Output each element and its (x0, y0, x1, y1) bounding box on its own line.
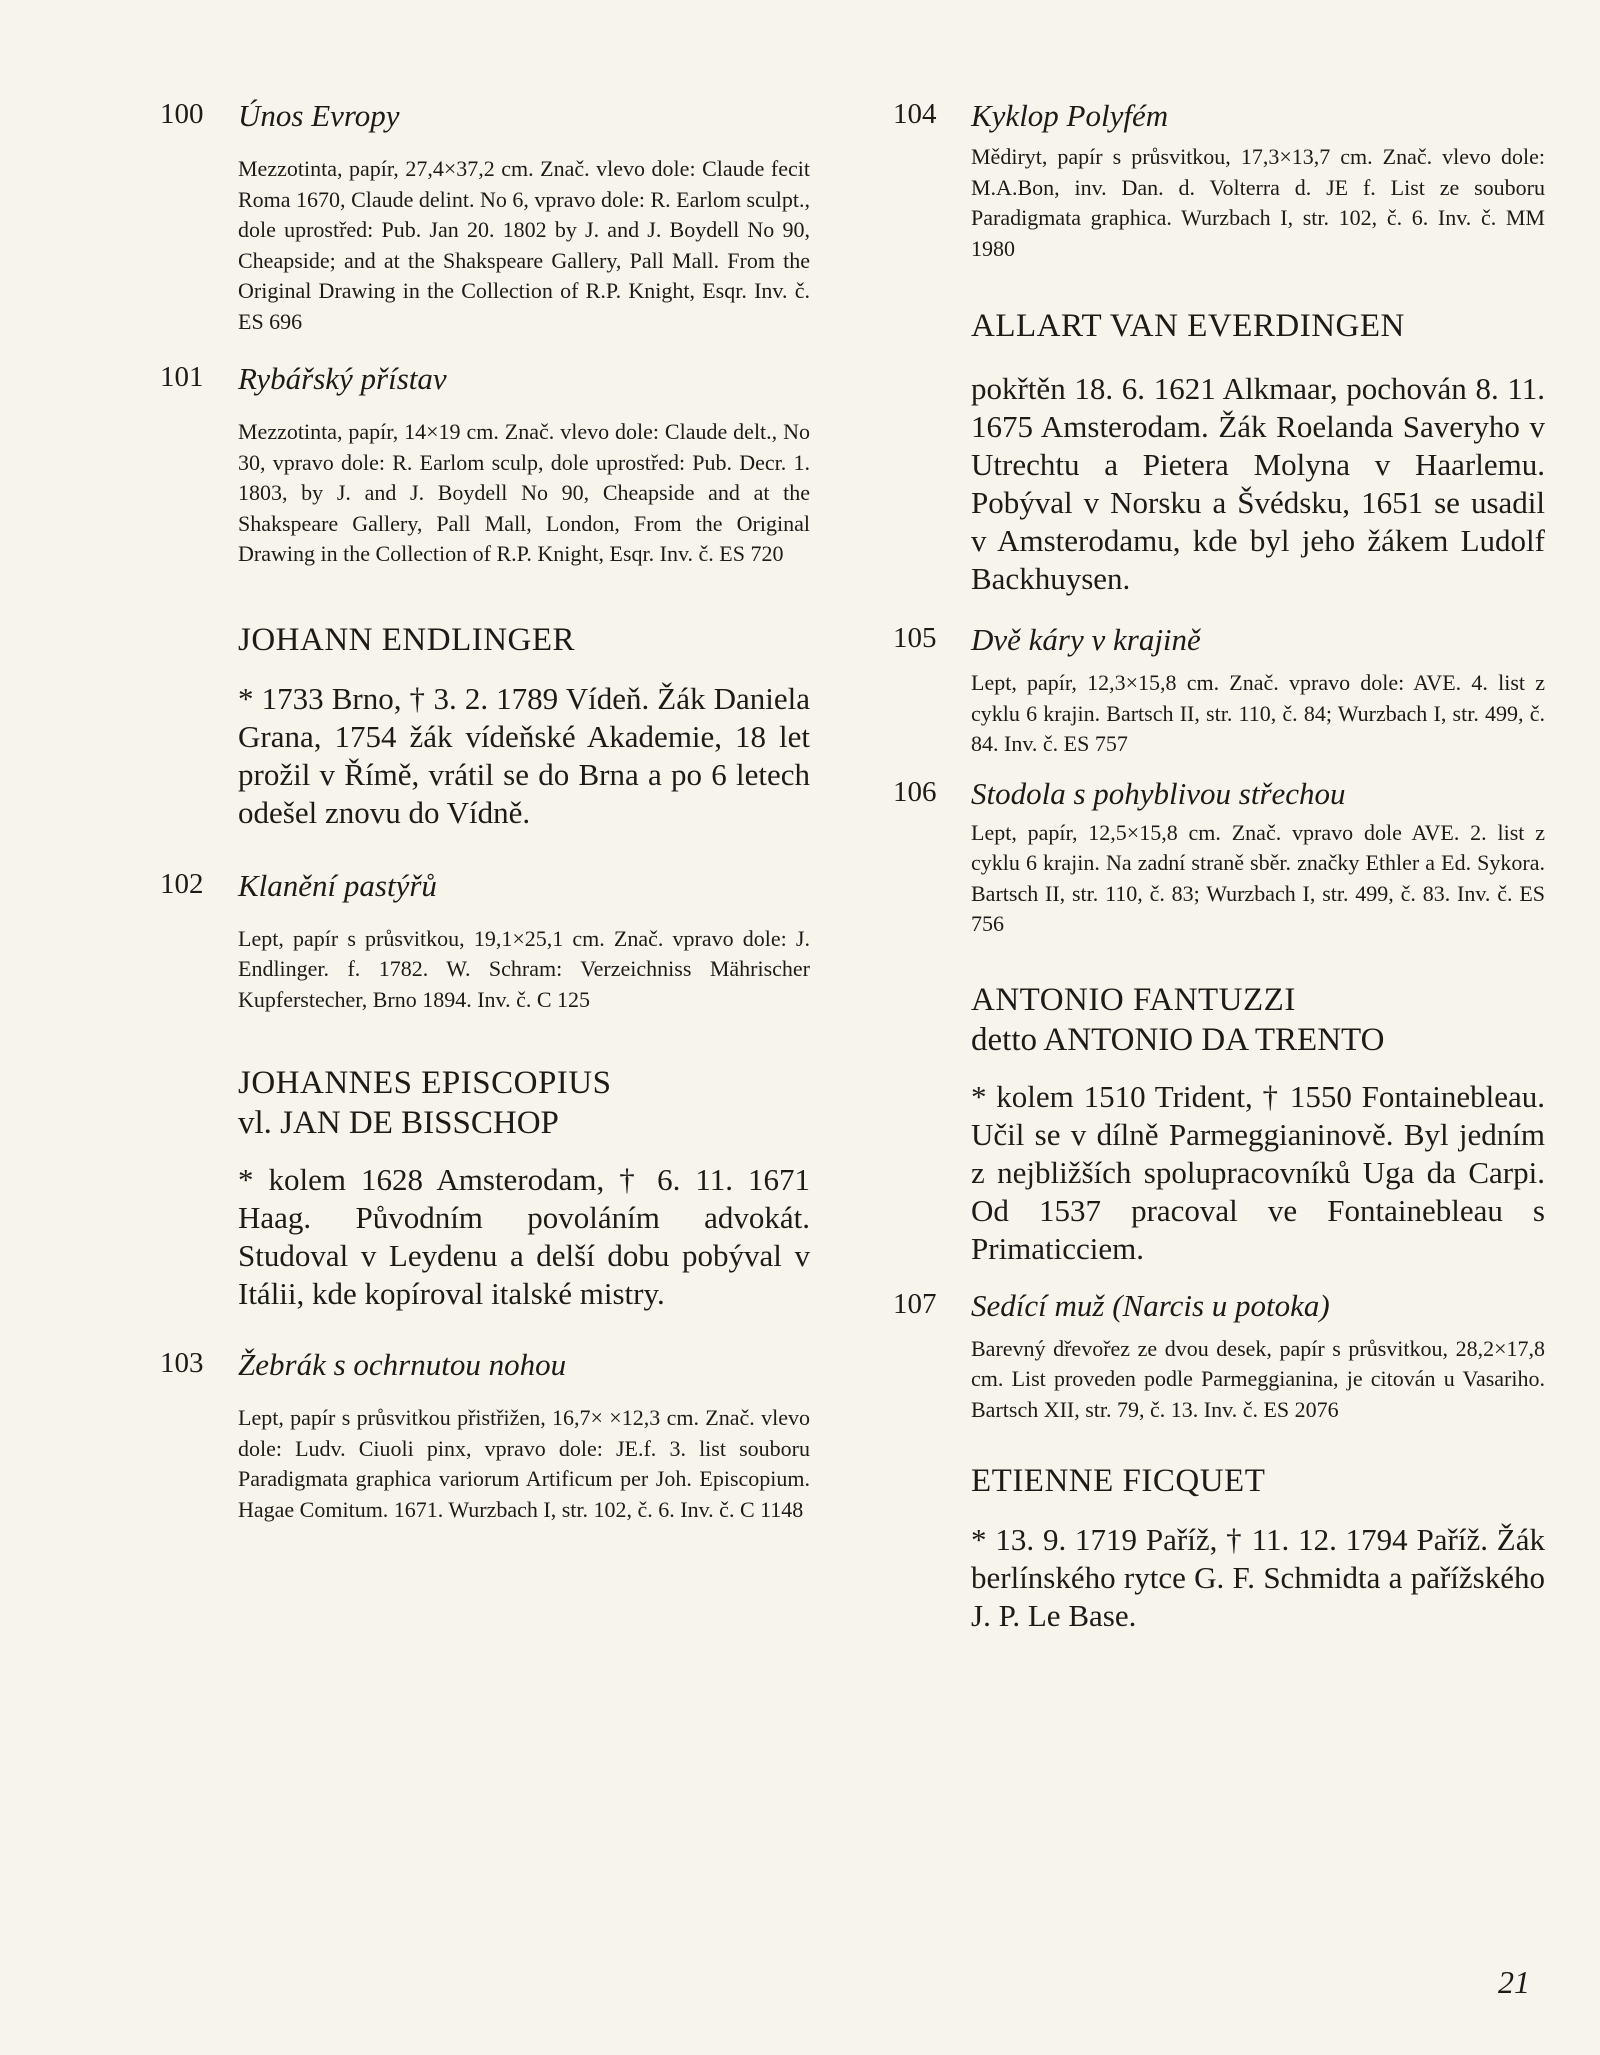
entry-description: Mědiryt, papír s průsvitkou, 17,3×13,7 cm. Znač. vlevo dole: M.A.Bon, inv. Dan. d. Volterra d. JE f. List ze souboru Paradigmata graphica. Wurzbach I, str. 102, č. 6. Inv. č. MM 1980 (971, 144, 1545, 261)
artist-name: ANTONIO FANTUZZI (971, 981, 1296, 1018)
entry-description: Mezzotinta, papír, 27,4×37,2 cm. Znač. vlevo dole: Claude fecit Roma 1670, Claude delint. No 6, vpravo dole: R. Earlom sculpt., dole uprostřed: Pub. Jan 20. 1802 by J. and J. Boydell No 90, Cheapside; and at the Shakspeare Gallery, Pall Mall. From the Original Drawing in the Collection of R.P. Knight, Esqr. Inv. č. ES 696 (238, 156, 810, 334)
entry-heading (893, 1287, 1545, 1324)
artist-biography: * kolem 1510 Trident, † 1550 Fontainebleau. Učil se v dílně Parmeggianinově. Byl jedním z nejbližších spolupracovníků Uga da Carpi. Od 1537 pracoval ve Fontainebleau s Primaticciem. (971, 1078, 1545, 1266)
catalog-entry-103 (160, 1347, 810, 1525)
entry-title: Dvě káry v krajině (971, 622, 1201, 657)
right-column (893, 98, 1545, 1635)
artist-alias: vl. JAN DE BISSCHOP (238, 1105, 559, 1141)
artist-biography: * kolem 1628 Amsterodam, † 6. 11. 1671 Haag. Původním povoláním advokát. Studoval v Leydenu a delší dobu pobýval v Itálii, kde kopíroval italské mistry. (238, 1162, 810, 1311)
catalog-entry-105 (893, 622, 1545, 760)
entry-description: Mezzotinta, papír, 14×19 cm. Znač. vlevo dole: Claude delt., No 30, vpravo dole: R. Earlom sculp, dole uprostřed: Pub. Decr. 1. 1803, by J. and J. Boydell No 90, Cheapside and at the Shakspeare Gallery, Pall Mall, London, From the Original Drawing in the Collection of R.P. Knight, Esqr. Inv. č. ES 720 (238, 419, 810, 566)
page-number: 21 (1498, 1964, 1530, 2000)
artist-section-fantuzzi (893, 980, 1545, 1268)
catalog-entry-106 (893, 776, 1545, 940)
entry-title: Klanění pastýřů (238, 867, 437, 903)
catalog-entry-104 (893, 98, 1545, 264)
entry-heading (893, 622, 1545, 658)
artist-biography: * 13. 9. 1719 Paříž, † 11. 12. 1794 Paříž. Žák berlínského rytce G. F. Schmidta a pařížského J. P. Le Base. (971, 1522, 1545, 1633)
entry-heading (893, 98, 1545, 134)
left-column (160, 98, 810, 1525)
artist-name: JOHANNES EPISCOPIUS (238, 1065, 612, 1101)
entry-number: 102 (160, 867, 204, 900)
entry-title: Rybářský přístav (238, 361, 447, 396)
entry-heading (160, 867, 810, 904)
entry-number: 105 (893, 622, 937, 654)
entry-number: 106 (893, 775, 937, 808)
entry-heading (893, 775, 1545, 812)
entry-title: Stodola s pohyblivou střechou (971, 775, 1346, 811)
artist-biography: * 1733 Brno, † 3. 2. 1789 Vídeň. Žák Daniela Grana, 1754 žák vídeňské Akademie, 18 let prožil v Římě, vrátil se do Brna a po 6 letech odešel znovu do Vídně. (238, 680, 810, 830)
artist-alias: detto ANTONIO DA TRENTO (971, 1021, 1385, 1058)
entry-number: 104 (893, 98, 937, 130)
artist-biography: pokřtěn 18. 6. 1621 Alkmaar, pochován 8. 11. 1675 Amsterodam. Žák Roelanda Saveryho v Utrechtu a Pietera Molyna v Haarlemu. Pobýval v Norsku a Švédsku, 1651 se usadil v Amsterodamu, kde byl jeho žákem Ludolf Backhuysen. (971, 371, 1545, 596)
entry-title: Únos Evropy (238, 98, 400, 133)
entry-title: Kyklop Polyfém (971, 98, 1169, 133)
artist-name: JOHANN ENDLINGER (238, 621, 576, 658)
artist-section-ficquet (893, 1461, 1545, 1635)
entry-description: Lept, papír, 12,5×15,8 cm. Znač. vpravo dole AVE. 2. list z cyklu 6 krajin. Na zadní straně sběr. značky Ethler a Ed. Sykora. Bartsch II, str. 110, č. 83; Wurzbach I, str. 499, č. 83. Inv. č. ES 756 (971, 819, 1545, 936)
entry-number: 100 (160, 98, 204, 130)
catalog-entry-102 (160, 868, 810, 1016)
catalog-entry-100 (160, 98, 810, 337)
entry-description: Lept, papír s průsvitkou, 19,1×25,1 cm. Znač. vpravo dole: J. Endlinger. f. 1782. W. Schram: Verzeichniss Mährischer Kupferstecher, Brno 1894. Inv. č. C 125 (238, 925, 810, 1012)
entry-description: Lept, papír, 12,3×15,8 cm. Znač. vpravo dole: AVE. 4. list z cyklu 6 krajin. Bartsch II, str. 110, č. 84; Wurzbach I, str. 499, č. 84. Inv. č. ES 757 (971, 670, 1545, 756)
entry-number: 101 (160, 361, 204, 393)
entry-number: 103 (160, 1347, 204, 1379)
entry-number: 107 (893, 1287, 937, 1320)
artist-section-episcopius (160, 1063, 810, 1313)
artist-section-everdingen (893, 306, 1545, 598)
entry-title: Sedící muž (Narcis u potoka) (971, 1287, 1330, 1323)
entry-heading (160, 1347, 810, 1383)
artist-name: ETIENNE FICQUET (971, 1463, 1266, 1499)
artist-name: ALLART VAN EVERDINGEN (971, 308, 1405, 344)
entry-description: Barevný dřevořez ze dvou desek, papír s průsvitkou, 28,2×17,8 cm. List proveden podle Parmeggianina, je citován u Vasariho. Bartsch XII, str. 79, č. 13. Inv. č. ES 2076 (971, 1335, 1545, 1422)
artist-section-endlinger (160, 620, 810, 832)
entry-heading (160, 98, 810, 134)
entry-description: Lept, papír s průsvitkou přistřižen, 16,7× ×12,3 cm. Znač. vlevo dole: Ludv. Ciuoli pinx, vpravo dole: JE.f. 3. list souboru Paradigmata graphica variorum Artificum per Joh. Episcopium. Hagae Comitum. 1671. Wurzbach I, str. 102, č. 6. Inv. č. C 1148 (238, 1405, 810, 1522)
entry-heading (160, 361, 810, 397)
catalog-entry-101 (160, 361, 810, 570)
entry-title: Žebrák s ochrnutou nohou (238, 1347, 567, 1382)
catalog-entry-107 (893, 1288, 1545, 1426)
